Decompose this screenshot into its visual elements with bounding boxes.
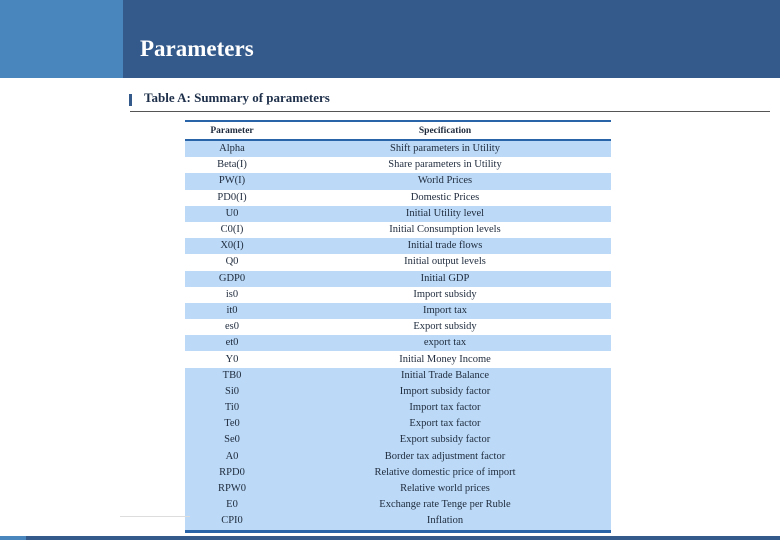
parameter-cell: CPI0 bbox=[185, 513, 279, 531]
specification-cell: Domestic Prices bbox=[410, 191, 480, 203]
specification-cell: Relative domestic price of import bbox=[279, 465, 611, 481]
parameter-cell: Si0 bbox=[185, 384, 279, 400]
specification-cell: Relative world prices bbox=[279, 481, 611, 497]
parameter-cell: Ti0 bbox=[185, 400, 279, 416]
table-row bbox=[185, 497, 611, 513]
table-row bbox=[185, 351, 611, 367]
table-row bbox=[185, 481, 611, 497]
specification-cell: export tax bbox=[279, 335, 611, 351]
specification-cell: Initial Utility level bbox=[279, 206, 611, 222]
table-row bbox=[185, 173, 611, 189]
subtitle-marker bbox=[129, 94, 132, 106]
table-row bbox=[185, 190, 611, 206]
table-row bbox=[185, 465, 611, 481]
specification-cell: Initial trade flows bbox=[279, 238, 611, 254]
table-row bbox=[185, 335, 611, 351]
specification-cell: Import subsidy factor bbox=[279, 384, 611, 400]
specification-cell: Export subsidy bbox=[413, 321, 477, 333]
table-row bbox=[185, 449, 611, 465]
parameter-cell: es0 bbox=[225, 321, 239, 333]
table-row bbox=[185, 400, 611, 416]
specification-cell: Border tax adjustment factor bbox=[279, 449, 611, 465]
specification-cell: Initial Trade Balance bbox=[279, 368, 611, 384]
column-header-parameter: Parameter bbox=[185, 121, 279, 140]
specification-cell: Import tax factor bbox=[279, 400, 611, 416]
specification-cell: Initial output levels bbox=[404, 256, 486, 268]
specification-cell: Inflation bbox=[279, 513, 611, 531]
table-row bbox=[185, 271, 611, 287]
parameter-cell: is0 bbox=[225, 288, 239, 300]
column-header-specification: Specification bbox=[279, 121, 611, 140]
parameter-cell: Y0 bbox=[225, 353, 239, 365]
table-header-row bbox=[185, 121, 611, 140]
parameter-cell: X0(I) bbox=[185, 238, 279, 254]
specification-cell: Initial Consumption levels bbox=[389, 224, 501, 236]
parameter-cell: Beta(I) bbox=[217, 159, 247, 171]
table-caption: Table A: Summary of parameters bbox=[144, 90, 330, 105]
specification-cell: Import subsidy bbox=[413, 288, 477, 300]
specification-cell: Shift parameters in Utility bbox=[279, 140, 611, 157]
table-row bbox=[185, 319, 611, 335]
specification-cell: World Prices bbox=[279, 173, 611, 189]
parameter-cell: Alpha bbox=[185, 140, 279, 157]
specification-cell: Import tax bbox=[279, 303, 611, 319]
parameter-cell: TB0 bbox=[185, 368, 279, 384]
table-row bbox=[185, 432, 611, 448]
table-row bbox=[185, 238, 611, 254]
specification-cell: Export tax factor bbox=[279, 416, 611, 432]
specification-cell: Initial Money Income bbox=[399, 353, 491, 365]
specification-cell: Exchange rate Tenge per Ruble bbox=[279, 497, 611, 513]
table-row bbox=[185, 416, 611, 432]
header-accent bbox=[0, 0, 123, 78]
footer-bar bbox=[26, 536, 780, 540]
parameter-cell: PD0(I) bbox=[217, 191, 247, 203]
parameter-cell: RPW0 bbox=[185, 481, 279, 497]
footer-accent bbox=[0, 536, 26, 540]
table-row bbox=[185, 303, 611, 319]
parameter-cell: it0 bbox=[185, 303, 279, 319]
table-row bbox=[185, 384, 611, 400]
parameter-cell: C0(I) bbox=[220, 224, 244, 236]
table-row bbox=[185, 222, 611, 238]
parameter-cell: RPD0 bbox=[185, 465, 279, 481]
parameter-cell: GDP0 bbox=[185, 271, 279, 287]
table-row bbox=[185, 140, 611, 157]
parameters-table bbox=[185, 120, 611, 533]
table-row bbox=[185, 157, 611, 173]
specification-cell: Export subsidy factor bbox=[279, 432, 611, 448]
table-row bbox=[185, 287, 611, 303]
table-row bbox=[185, 368, 611, 384]
parameter-cell: Q0 bbox=[225, 256, 239, 268]
parameter-cell: A0 bbox=[185, 449, 279, 465]
specification-cell: Share parameters in Utility bbox=[388, 159, 502, 171]
specification-cell: Initial GDP bbox=[279, 271, 611, 287]
table-row bbox=[185, 206, 611, 222]
divider bbox=[130, 111, 770, 112]
parameter-cell: Se0 bbox=[185, 432, 279, 448]
parameter-cell: PW(I) bbox=[185, 173, 279, 189]
parameter-cell: et0 bbox=[185, 335, 279, 351]
table-row bbox=[185, 254, 611, 270]
parameter-cell: E0 bbox=[185, 497, 279, 513]
slide-title: Parameters bbox=[140, 36, 254, 61]
parameter-cell: Te0 bbox=[185, 416, 279, 432]
table-row bbox=[185, 513, 611, 531]
footer-line bbox=[120, 516, 190, 517]
parameter-cell: U0 bbox=[185, 206, 279, 222]
